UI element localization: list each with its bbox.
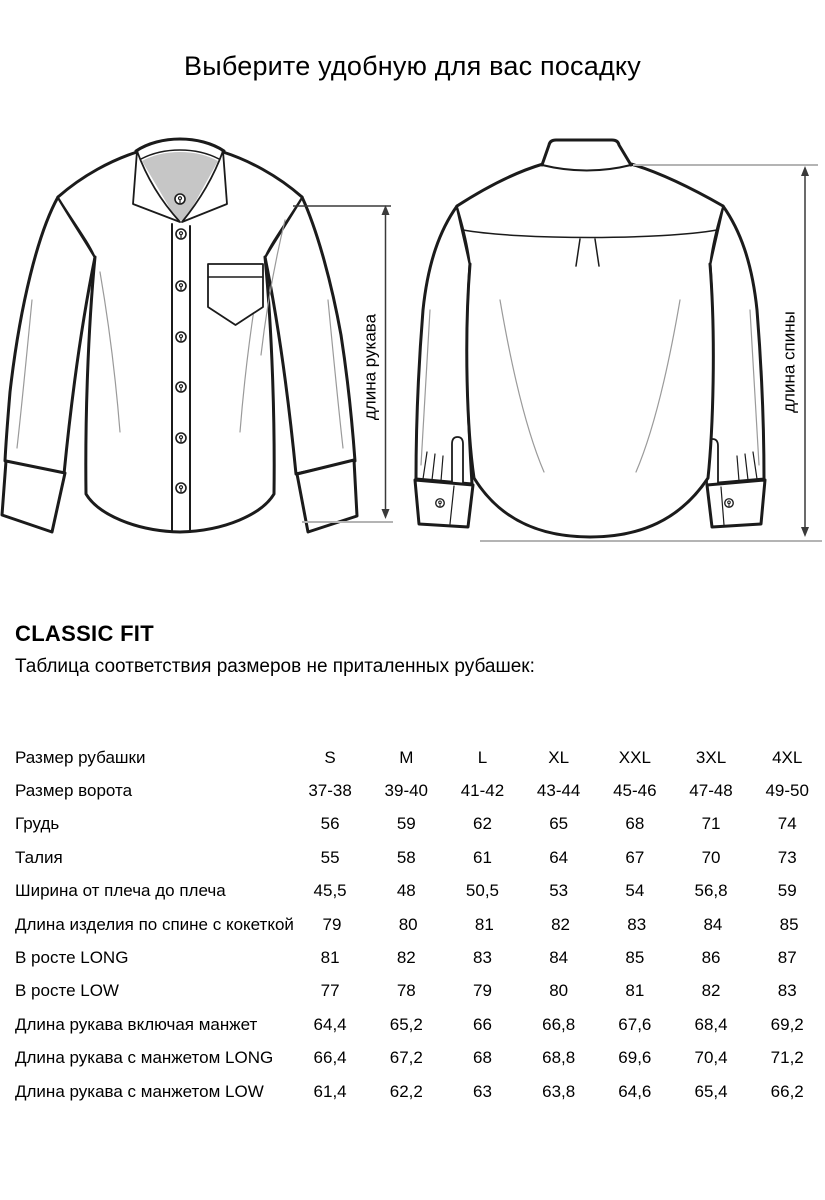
cell-value: 61 (473, 847, 492, 867)
cell-value: 66 (473, 1014, 492, 1034)
cell-value: 74 (777, 814, 797, 834)
size-column-header: M (399, 747, 414, 767)
cell-value: 82 (396, 948, 416, 968)
cell-value: 81 (625, 981, 645, 1001)
cell-value: 70,4 (694, 1048, 728, 1068)
cell-value: 63,8 (542, 1081, 576, 1101)
front-left-cuff (2, 461, 65, 532)
cell-value: 64 (549, 847, 569, 867)
cell-value: 62 (473, 814, 492, 834)
cell-value: 82 (701, 981, 721, 1001)
arrow-down-icon (382, 509, 390, 519)
size-column-header: XL (548, 747, 570, 767)
cell-value: 58 (396, 847, 416, 867)
back-right-cuff-button (725, 499, 734, 508)
size-table-row (0, 841, 825, 874)
cell-value: 64,6 (618, 1081, 652, 1101)
cell-value: 61,4 (313, 1081, 347, 1101)
cell-value: 67 (625, 847, 645, 867)
cell-value: 49-50 (765, 781, 809, 801)
cell-value: 59 (777, 881, 797, 901)
cell-value: 68,8 (542, 1048, 576, 1068)
cell-value: 87 (777, 948, 797, 968)
cell-value: 79 (322, 914, 342, 934)
size-table-row (0, 941, 825, 974)
size-table-row (0, 808, 825, 841)
back-body-fill (457, 164, 723, 537)
cell-value: 78 (396, 981, 416, 1001)
cell-value: 69,2 (770, 1014, 804, 1034)
cell-value: 65 (549, 814, 569, 834)
cell-value: 47-48 (689, 781, 733, 801)
cell-value: 69,6 (618, 1048, 652, 1068)
cell-value: 84 (703, 914, 723, 934)
size-column-header: XXL (618, 747, 651, 767)
cell-value: 73 (777, 847, 797, 867)
cell-value: 86 (701, 948, 721, 968)
cell-value: 56,8 (694, 881, 728, 901)
cell-value: 63 (473, 1081, 492, 1101)
cell-value: 68 (625, 814, 645, 834)
cell-value: 66,8 (542, 1014, 576, 1034)
shirt-back-drawing (415, 140, 822, 541)
arrow-down-icon (801, 527, 809, 537)
cell-value: 37-38 (308, 781, 352, 801)
cell-value: 65,2 (389, 1014, 423, 1034)
cell-value: 50,5 (465, 881, 500, 901)
cell-value: 79 (473, 981, 492, 1001)
cell-value: 62,2 (389, 1081, 423, 1101)
row-label: Размер ворота (15, 781, 133, 801)
size-table-header-row (0, 741, 825, 774)
size-table (0, 741, 825, 1108)
size-table-row (0, 774, 825, 807)
cell-value: 85 (779, 914, 799, 934)
cell-value: 67,6 (618, 1014, 652, 1034)
cell-value: 66,2 (770, 1081, 804, 1101)
section-subtitle: Таблица соответствия размеров не приталенных рубашек: (15, 656, 535, 677)
cell-value: 83 (473, 948, 492, 968)
cell-value: 64,4 (313, 1014, 347, 1034)
cell-value: 84 (549, 948, 569, 968)
back-length-label: длина спины (779, 311, 799, 413)
back-left-cuff-button (436, 499, 445, 508)
back-collar (542, 140, 631, 165)
page-title: Выберите удобную для вас посадку (184, 51, 641, 81)
size-table-row (0, 975, 825, 1008)
front-collar-top-edge (136, 139, 224, 151)
row-label: В росте LONG (15, 948, 129, 968)
cell-value: 43-44 (536, 781, 581, 801)
cell-value: 82 (551, 914, 571, 934)
section-heading: CLASSIC FIT (15, 621, 154, 646)
cell-value: 48 (396, 881, 416, 901)
size-column-header: 3XL (695, 747, 727, 767)
row-label: Длина рукава включая манжет (15, 1014, 258, 1034)
cell-value: 53 (549, 881, 569, 901)
cell-value: 56 (320, 814, 340, 834)
back-right-cuff (707, 480, 765, 527)
size-column-header: S (324, 747, 336, 767)
row-label: Грудь (15, 814, 60, 834)
cell-value: 66,4 (313, 1048, 347, 1068)
cell-value: 55 (320, 847, 340, 867)
sleeve-length-label: длина рукава (360, 313, 380, 421)
size-table-row (0, 908, 825, 941)
cell-value: 65,4 (694, 1081, 728, 1101)
cell-value: 83 (777, 981, 797, 1001)
cell-value: 81 (474, 914, 494, 934)
cell-value: 59 (396, 814, 416, 834)
cell-value: 80 (398, 914, 418, 934)
shirt-diagrams (0, 120, 825, 590)
shirt-front-drawing (2, 139, 393, 532)
cell-value: 83 (627, 914, 647, 934)
back-left-sleeve-placket (452, 437, 463, 487)
size-column-header: 4XL (772, 747, 803, 767)
cell-value: 70 (701, 847, 721, 867)
cell-value: 68 (473, 1048, 492, 1068)
row-label: Ширина от плеча до плеча (15, 881, 226, 901)
cell-value: 71 (701, 814, 721, 834)
cell-value: 77 (320, 981, 340, 1001)
cell-value: 54 (625, 881, 645, 901)
cell-value: 85 (625, 948, 645, 968)
size-table-row (0, 875, 825, 908)
cell-value: 71,2 (770, 1048, 804, 1068)
row-label: Длина рукава с манжетом LOW (15, 1081, 264, 1101)
row-label: Размер рубашки (15, 747, 146, 767)
cell-value: 68,4 (694, 1014, 728, 1034)
row-label: Длина изделия по спине с кокеткой (15, 914, 294, 934)
cell-value: 67,2 (389, 1048, 423, 1068)
size-table-row (0, 1075, 825, 1108)
size-column-header: L (477, 747, 488, 767)
arrow-up-icon (801, 166, 809, 176)
row-label: Талия (15, 847, 63, 867)
size-table-row (0, 1008, 825, 1041)
cell-value: 81 (320, 948, 340, 968)
cell-value: 45,5 (313, 881, 347, 901)
cell-value: 80 (549, 981, 569, 1001)
row-label: Длина рукава с манжетом LONG (15, 1048, 274, 1068)
size-table-row (0, 1042, 825, 1075)
cell-value: 45-46 (613, 781, 657, 801)
row-label: В росте LOW (15, 981, 119, 1001)
cell-value: 39-40 (384, 781, 429, 801)
cell-value: 41-42 (460, 781, 505, 801)
